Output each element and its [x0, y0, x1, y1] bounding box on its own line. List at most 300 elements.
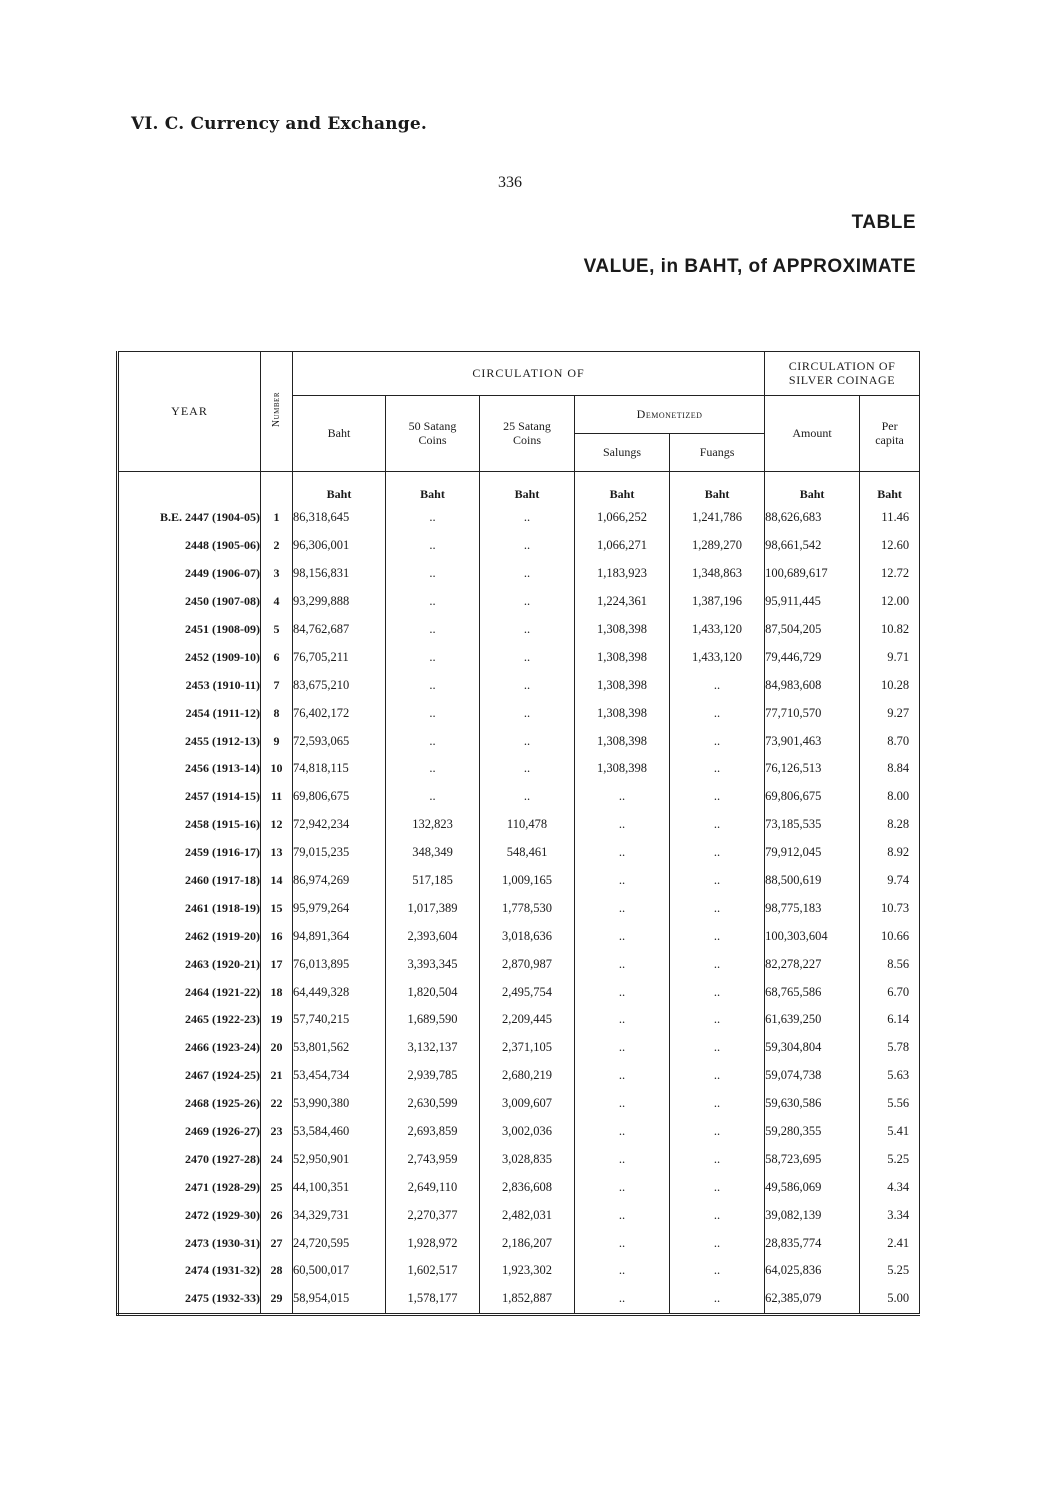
salungs-cell: .. [575, 950, 670, 978]
amount-cell: 58,723,695 [765, 1145, 860, 1173]
satang50-cell: 2,939,785 [386, 1062, 480, 1090]
table-row [118, 1006, 920, 1034]
per-capita-header-line2: capita [875, 432, 904, 447]
fuangs-cell: .. [670, 1229, 765, 1257]
fuangs-cell: 1,348,863 [670, 560, 765, 588]
table-row [118, 755, 920, 783]
satang50-cell: 1,602,517 [386, 1257, 480, 1285]
salungs-cell: .. [575, 1090, 670, 1118]
satang25-cell: 1,852,887 [480, 1285, 575, 1314]
fuangs-cell: 1,433,120 [670, 616, 765, 644]
table-row [118, 532, 920, 560]
per-capita-header [860, 396, 920, 472]
table-row [118, 616, 920, 644]
satang25-cell: 1,923,302 [480, 1257, 575, 1285]
baht-cell: 34,329,731 [293, 1201, 386, 1229]
number-cell: 20 [261, 1034, 293, 1062]
salungs-cell: .. [575, 1006, 670, 1034]
year-cell: 2451 (1908-09) [118, 616, 261, 644]
number-cell: 5 [261, 616, 293, 644]
salungs-cell: .. [575, 1034, 670, 1062]
year-cell: B.E. 2447 (1904-05) [118, 504, 261, 532]
baht-cell: 94,891,364 [293, 922, 386, 950]
units-number-cell [261, 472, 293, 505]
baht-cell: 24,720,595 [293, 1229, 386, 1257]
year-cell: 2464 (1921-22) [118, 978, 261, 1006]
table-row [118, 1257, 920, 1285]
fuangs-header: Fuangs [670, 434, 765, 472]
year-cell: 2466 (1923-24) [118, 1034, 261, 1062]
per-capita-cell: 6.70 [860, 978, 920, 1006]
number-cell: 6 [261, 643, 293, 671]
satang50-cell: .. [386, 643, 480, 671]
baht-cell: 72,942,234 [293, 811, 386, 839]
unit-label: Baht [765, 472, 860, 505]
satang25-cell: 3,018,636 [480, 922, 575, 950]
satang25-cell: 3,009,607 [480, 1090, 575, 1118]
salungs-header: Salungs [575, 434, 670, 472]
per-capita-cell: 5.00 [860, 1285, 920, 1314]
unit-label: Baht [860, 472, 920, 505]
satang50-cell: .. [386, 727, 480, 755]
satang25-cell: 2,680,219 [480, 1062, 575, 1090]
number-cell: 22 [261, 1090, 293, 1118]
number-cell: 12 [261, 811, 293, 839]
number-cell: 1 [261, 504, 293, 532]
number-header-cell [261, 352, 293, 472]
baht-cell: 76,013,895 [293, 950, 386, 978]
salungs-cell: 1,066,271 [575, 532, 670, 560]
satang25-cell: .. [480, 783, 575, 811]
amount-cell: 84,983,608 [765, 671, 860, 699]
per-capita-header-line1: Per [881, 418, 898, 433]
fuangs-cell: .. [670, 811, 765, 839]
salungs-cell: .. [575, 1257, 670, 1285]
amount-cell: 59,074,738 [765, 1062, 860, 1090]
number-cell: 17 [261, 950, 293, 978]
satang50-cell: 1,820,504 [386, 978, 480, 1006]
amount-cell: 62,385,079 [765, 1285, 860, 1314]
table-row [118, 811, 920, 839]
year-cell: 2455 (1912-13) [118, 727, 261, 755]
salungs-cell: .. [575, 922, 670, 950]
satang50-cell: .. [386, 504, 480, 532]
fuangs-cell: .. [670, 950, 765, 978]
satang50-cell: .. [386, 755, 480, 783]
year-cell: 2452 (1909-10) [118, 643, 261, 671]
satang25-cell: .. [480, 532, 575, 560]
unit-label: Baht [386, 472, 480, 505]
amount-cell: 59,304,804 [765, 1034, 860, 1062]
satang50-cell: 2,630,599 [386, 1090, 480, 1118]
fuangs-cell: 1,387,196 [670, 588, 765, 616]
per-capita-cell: 11.46 [860, 504, 920, 532]
satang50-cell: 2,393,604 [386, 922, 480, 950]
year-cell: 2460 (1917-18) [118, 867, 261, 895]
satang50-cell: 3,132,137 [386, 1034, 480, 1062]
fuangs-cell: .. [670, 1257, 765, 1285]
table-row [118, 504, 920, 532]
fuangs-cell: .. [670, 671, 765, 699]
satang50-cell: .. [386, 616, 480, 644]
per-capita-cell: 5.78 [860, 1034, 920, 1062]
per-capita-cell: 8.70 [860, 727, 920, 755]
satang25-cell: .. [480, 671, 575, 699]
number-cell: 19 [261, 1006, 293, 1034]
satang25-cell: .. [480, 560, 575, 588]
table-row [118, 699, 920, 727]
year-cell: 2448 (1905-06) [118, 532, 261, 560]
demonetized-header: Demonetized [575, 396, 765, 434]
table-row [118, 783, 920, 811]
per-capita-cell: 2.41 [860, 1229, 920, 1257]
salungs-cell: .. [575, 867, 670, 895]
satang50-cell: .. [386, 560, 480, 588]
satang25-cell: .. [480, 755, 575, 783]
fuangs-cell: .. [670, 839, 765, 867]
number-cell: 18 [261, 978, 293, 1006]
satang25-cell: 2,495,754 [480, 978, 575, 1006]
fuangs-cell: 1,433,120 [670, 643, 765, 671]
table-row [118, 922, 920, 950]
satang50-cell: 2,693,859 [386, 1118, 480, 1146]
per-capita-cell: 9.74 [860, 867, 920, 895]
amount-cell: 59,280,355 [765, 1118, 860, 1146]
circulation-of-header: CIRCULATION OF [293, 352, 765, 396]
salungs-cell: .. [575, 811, 670, 839]
baht-cell: 84,762,687 [293, 616, 386, 644]
year-cell: 2473 (1930-31) [118, 1229, 261, 1257]
baht-cell: 98,156,831 [293, 560, 386, 588]
baht-cell: 52,950,901 [293, 1145, 386, 1173]
table-row [118, 1173, 920, 1201]
section-title: VI. C. Currency and Exchange. [131, 114, 427, 134]
table-row [118, 1090, 920, 1118]
satang50-cell: 517,185 [386, 867, 480, 895]
fuangs-cell: .. [670, 1145, 765, 1173]
table-row [118, 560, 920, 588]
amount-cell: 64,025,836 [765, 1257, 860, 1285]
table-row [118, 588, 920, 616]
table-row [118, 1229, 920, 1257]
table-row [118, 1285, 920, 1314]
number-cell: 25 [261, 1173, 293, 1201]
satang50-cell: .. [386, 671, 480, 699]
year-cell: 2467 (1924-25) [118, 1062, 261, 1090]
table-subtitle: VALUE, in BAHT, of APPROXIMATE [583, 256, 916, 277]
satang25-cell: 2,371,105 [480, 1034, 575, 1062]
satang25-cell: .. [480, 699, 575, 727]
per-capita-cell: 5.25 [860, 1257, 920, 1285]
salungs-cell: .. [575, 783, 670, 811]
salungs-cell: 1,308,398 [575, 755, 670, 783]
unit-label: Baht [670, 472, 765, 505]
amount-cell: 39,082,139 [765, 1201, 860, 1229]
satang50-cell: 132,823 [386, 811, 480, 839]
year-header: YEAR [118, 352, 261, 472]
baht-cell: 76,705,211 [293, 643, 386, 671]
number-cell: 28 [261, 1257, 293, 1285]
amount-cell: 79,446,729 [765, 643, 860, 671]
fuangs-cell: .. [670, 1285, 765, 1314]
year-cell: 2458 (1915-16) [118, 811, 261, 839]
baht-cell: 69,806,675 [293, 783, 386, 811]
year-cell: 2462 (1919-20) [118, 922, 261, 950]
number-cell: 16 [261, 922, 293, 950]
fuangs-cell: .. [670, 922, 765, 950]
satang50-header-line1: 50 Satang [408, 418, 457, 433]
per-capita-cell: 6.14 [860, 1006, 920, 1034]
year-cell: 2456 (1913-14) [118, 755, 261, 783]
satang25-cell: 548,461 [480, 839, 575, 867]
number-cell: 21 [261, 1062, 293, 1090]
year-cell: 2470 (1927-28) [118, 1145, 261, 1173]
number-cell: 7 [261, 671, 293, 699]
number-cell: 24 [261, 1145, 293, 1173]
baht-cell: 86,318,645 [293, 504, 386, 532]
satang25-cell: .. [480, 588, 575, 616]
baht-cell: 53,454,734 [293, 1062, 386, 1090]
salungs-cell: 1,308,398 [575, 671, 670, 699]
number-cell: 27 [261, 1229, 293, 1257]
baht-header: Baht [293, 396, 386, 472]
amount-cell: 73,185,535 [765, 811, 860, 839]
satang25-cell: 110,478 [480, 811, 575, 839]
satang25-cell: 3,002,036 [480, 1118, 575, 1146]
salungs-cell: .. [575, 1062, 670, 1090]
page-number: 336 [498, 174, 522, 191]
satang50-cell: .. [386, 783, 480, 811]
per-capita-cell: 5.56 [860, 1090, 920, 1118]
amount-cell: 87,504,205 [765, 616, 860, 644]
per-capita-cell: 10.66 [860, 922, 920, 950]
fuangs-cell: .. [670, 1062, 765, 1090]
number-cell: 14 [261, 867, 293, 895]
year-cell: 2474 (1931-32) [118, 1257, 261, 1285]
year-cell: 2468 (1925-26) [118, 1090, 261, 1118]
fuangs-cell: .. [670, 1201, 765, 1229]
salungs-cell: .. [575, 978, 670, 1006]
fuangs-cell: .. [670, 755, 765, 783]
fuangs-cell: .. [670, 978, 765, 1006]
per-capita-cell: 10.82 [860, 616, 920, 644]
number-cell: 4 [261, 588, 293, 616]
per-capita-cell: 5.63 [860, 1062, 920, 1090]
fuangs-cell: 1,289,270 [670, 532, 765, 560]
baht-cell: 76,402,172 [293, 699, 386, 727]
satang25-cell: .. [480, 616, 575, 644]
baht-cell: 96,306,001 [293, 532, 386, 560]
per-capita-cell: 8.28 [860, 811, 920, 839]
fuangs-cell: .. [670, 867, 765, 895]
amount-cell: 79,912,045 [765, 839, 860, 867]
salungs-cell: .. [575, 1229, 670, 1257]
satang50-cell: 1,928,972 [386, 1229, 480, 1257]
satang50-cell: 3,393,345 [386, 950, 480, 978]
table-label: TABLE [851, 212, 916, 233]
fuangs-cell: 1,241,786 [670, 504, 765, 532]
amount-cell: 88,626,683 [765, 504, 860, 532]
fuangs-cell: .. [670, 699, 765, 727]
year-cell: 2471 (1928-29) [118, 1173, 261, 1201]
unit-label: Baht [575, 472, 670, 505]
per-capita-cell: 4.34 [860, 1173, 920, 1201]
table-row [118, 1201, 920, 1229]
number-cell: 11 [261, 783, 293, 811]
salungs-cell: 1,308,398 [575, 616, 670, 644]
baht-cell: 53,801,562 [293, 1034, 386, 1062]
table-row [118, 1118, 920, 1146]
satang25-cell: .. [480, 504, 575, 532]
table-row [118, 867, 920, 895]
satang25-cell: 3,028,835 [480, 1145, 575, 1173]
baht-cell: 83,675,210 [293, 671, 386, 699]
baht-cell: 44,100,351 [293, 1173, 386, 1201]
year-cell: 2449 (1906-07) [118, 560, 261, 588]
salungs-cell: .. [575, 839, 670, 867]
amount-cell: 77,710,570 [765, 699, 860, 727]
satang25-cell: 1,009,165 [480, 867, 575, 895]
number-header: Number [270, 392, 282, 428]
number-cell: 26 [261, 1201, 293, 1229]
satang25-cell: 2,209,445 [480, 1006, 575, 1034]
year-cell: 2472 (1929-30) [118, 1201, 261, 1229]
per-capita-cell: 3.34 [860, 1201, 920, 1229]
silver-coinage-header: CIRCULATION OF SILVER COINAGE [765, 352, 920, 396]
satang25-cell: 2,836,608 [480, 1173, 575, 1201]
per-capita-cell: 5.25 [860, 1145, 920, 1173]
number-cell: 8 [261, 699, 293, 727]
amount-cell: 88,500,619 [765, 867, 860, 895]
baht-cell: 74,818,115 [293, 755, 386, 783]
salungs-cell: 1,066,252 [575, 504, 670, 532]
satang50-cell: .. [386, 532, 480, 560]
table-row [118, 894, 920, 922]
salungs-cell: 1,308,398 [575, 727, 670, 755]
fuangs-cell: .. [670, 1118, 765, 1146]
salungs-cell: 1,183,923 [575, 560, 670, 588]
baht-cell: 53,584,460 [293, 1118, 386, 1146]
salungs-cell: .. [575, 1201, 670, 1229]
per-capita-cell: 12.72 [860, 560, 920, 588]
salungs-cell: .. [575, 1145, 670, 1173]
satang25-header [480, 396, 575, 472]
baht-cell: 79,015,235 [293, 839, 386, 867]
satang50-cell: 2,743,959 [386, 1145, 480, 1173]
fuangs-cell: .. [670, 1090, 765, 1118]
salungs-cell: .. [575, 1285, 670, 1314]
table-row [118, 1145, 920, 1173]
per-capita-cell: 12.00 [860, 588, 920, 616]
satang50-cell: 348,349 [386, 839, 480, 867]
per-capita-cell: 8.92 [860, 839, 920, 867]
fuangs-cell: .. [670, 727, 765, 755]
units-year-cell [118, 472, 261, 505]
year-cell: 2461 (1918-19) [118, 894, 261, 922]
fuangs-cell: .. [670, 1173, 765, 1201]
amount-cell: 82,278,227 [765, 950, 860, 978]
table-row [118, 1034, 920, 1062]
amount-cell: 28,835,774 [765, 1229, 860, 1257]
table-row [118, 643, 920, 671]
amount-cell: 98,775,183 [765, 894, 860, 922]
per-capita-cell: 8.00 [860, 783, 920, 811]
year-cell: 2459 (1916-17) [118, 839, 261, 867]
number-cell: 2 [261, 532, 293, 560]
satang50-cell: 2,649,110 [386, 1173, 480, 1201]
per-capita-cell: 8.56 [860, 950, 920, 978]
fuangs-cell: .. [670, 783, 765, 811]
unit-label: Baht [293, 472, 386, 505]
amount-cell: 76,126,513 [765, 755, 860, 783]
unit-label: Baht [480, 472, 575, 505]
number-cell: 10 [261, 755, 293, 783]
year-cell: 2463 (1920-21) [118, 950, 261, 978]
amount-header: Amount [765, 396, 860, 472]
satang25-cell: .. [480, 643, 575, 671]
year-cell: 2450 (1907-08) [118, 588, 261, 616]
amount-cell: 69,806,675 [765, 783, 860, 811]
amount-cell: 68,765,586 [765, 978, 860, 1006]
year-cell: 2475 (1932-33) [118, 1285, 261, 1314]
amount-cell: 61,639,250 [765, 1006, 860, 1034]
currency-table [116, 351, 920, 1316]
amount-cell: 100,303,604 [765, 922, 860, 950]
units-row [118, 472, 920, 505]
number-cell: 13 [261, 839, 293, 867]
salungs-cell: .. [575, 1173, 670, 1201]
baht-cell: 86,974,269 [293, 867, 386, 895]
amount-cell: 95,911,445 [765, 588, 860, 616]
satang50-cell: 1,578,177 [386, 1285, 480, 1314]
salungs-cell: .. [575, 1118, 670, 1146]
salungs-cell: 1,308,398 [575, 699, 670, 727]
year-cell: 2469 (1926-27) [118, 1118, 261, 1146]
baht-cell: 93,299,888 [293, 588, 386, 616]
baht-cell: 64,449,328 [293, 978, 386, 1006]
salungs-cell: .. [575, 894, 670, 922]
fuangs-cell: .. [670, 1034, 765, 1062]
per-capita-cell: 10.73 [860, 894, 920, 922]
table-row [118, 839, 920, 867]
satang50-cell: 2,270,377 [386, 1201, 480, 1229]
amount-cell: 98,661,542 [765, 532, 860, 560]
number-cell: 3 [261, 560, 293, 588]
per-capita-cell: 8.84 [860, 755, 920, 783]
number-cell: 9 [261, 727, 293, 755]
year-cell: 2465 (1922-23) [118, 1006, 261, 1034]
number-cell: 15 [261, 894, 293, 922]
table-row [118, 950, 920, 978]
satang25-header-line2: Coins [512, 432, 541, 447]
table-row [118, 978, 920, 1006]
baht-cell: 57,740,215 [293, 1006, 386, 1034]
table-row [118, 727, 920, 755]
satang25-cell: 2,870,987 [480, 950, 575, 978]
satang25-cell: 2,482,031 [480, 1201, 575, 1229]
satang50-cell: 1,017,389 [386, 894, 480, 922]
year-cell: 2453 (1910-11) [118, 671, 261, 699]
baht-cell: 53,990,380 [293, 1090, 386, 1118]
satang50-cell: .. [386, 588, 480, 616]
number-cell: 29 [261, 1285, 293, 1314]
baht-cell: 95,979,264 [293, 894, 386, 922]
per-capita-cell: 10.28 [860, 671, 920, 699]
satang25-cell: 2,186,207 [480, 1229, 575, 1257]
per-capita-cell: 9.27 [860, 699, 920, 727]
table-row [118, 671, 920, 699]
baht-cell: 58,954,015 [293, 1285, 386, 1314]
